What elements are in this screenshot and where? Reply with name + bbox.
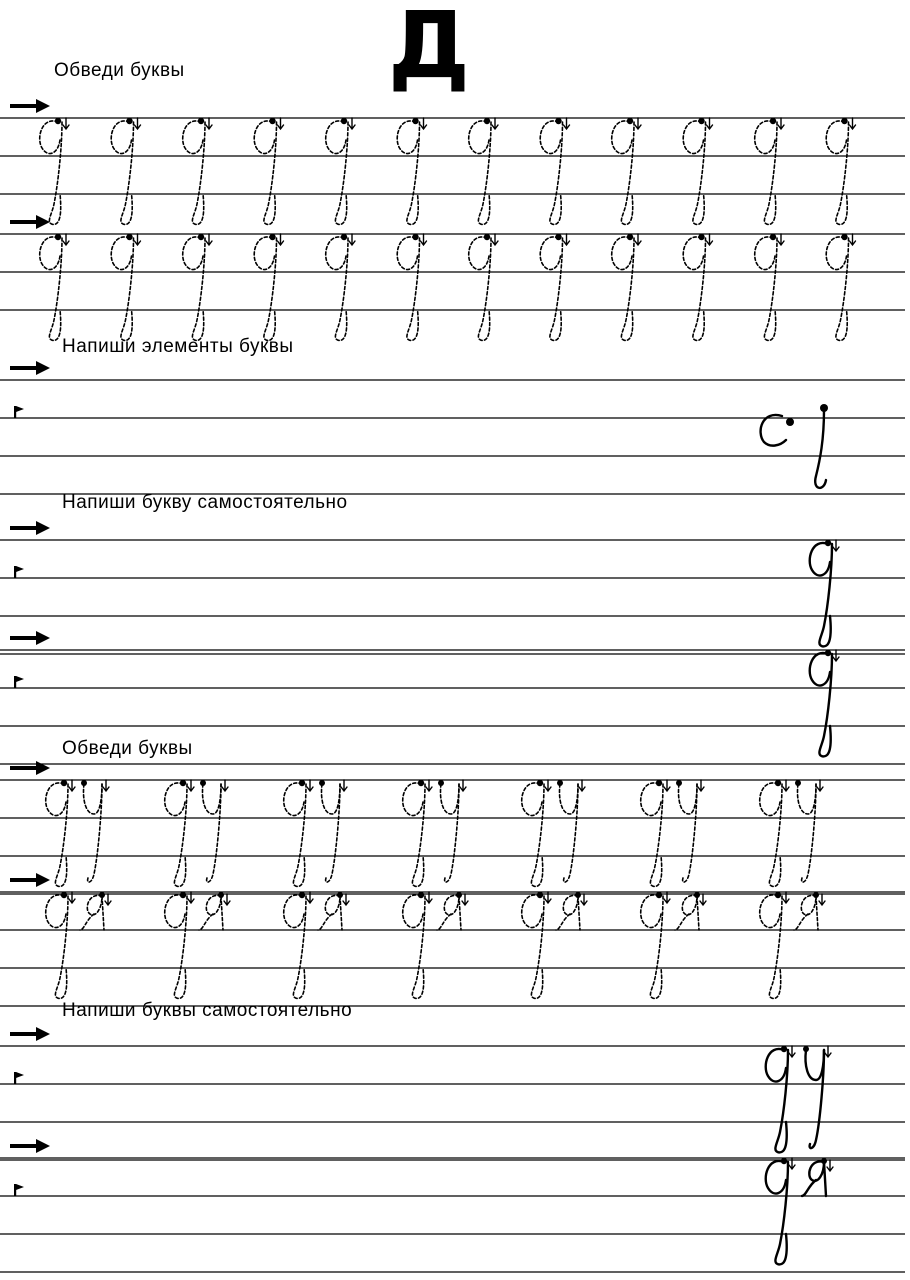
start-arrow-icon: [10, 361, 50, 375]
flag-icon: [14, 566, 24, 578]
heading-write-elements: Напиши элементы буквы: [62, 336, 294, 357]
traced-letter-d: [284, 892, 313, 999]
start-arrow-icon: [10, 521, 50, 535]
traced-letter-d: [612, 234, 641, 341]
heading-trace-letters: Обведи буквы: [54, 60, 185, 81]
traced-letter-d: [522, 892, 551, 999]
start-arrow-icon: [10, 99, 50, 113]
heading-write-letters: Напиши буквы самостоятельно: [62, 1000, 353, 1021]
traced-letter-d: [183, 234, 212, 341]
traced-letter-d: [469, 234, 498, 341]
page-title-letter: Д: [388, 0, 470, 99]
heading-write-letter: Напиши букву самостоятельно: [62, 492, 348, 513]
traced-letter-d: [755, 234, 784, 341]
traced-letter-d: [760, 892, 789, 999]
traced-letter-d: [40, 234, 69, 341]
writing-row[interactable]: [0, 622, 910, 752]
traced-letter-ya: [199, 892, 230, 930]
traced-letter-ya: [318, 892, 349, 930]
heading-trace-letters-2: Обведи буквы: [62, 738, 193, 759]
traced-letter-d: [254, 234, 283, 341]
traced-letter-d: [165, 892, 194, 999]
traced-letter-ya: [437, 892, 468, 930]
traced-letter-d: [403, 892, 432, 999]
start-arrow-icon: [10, 215, 50, 229]
writing-row[interactable]: [0, 1136, 910, 1276]
traced-letter-d: [641, 892, 670, 999]
flag-icon: [14, 1072, 24, 1084]
sample-element-j: [815, 404, 828, 488]
start-arrow-icon: [10, 761, 50, 775]
traced-letter-ya: [794, 892, 825, 930]
traced-letter-d: [111, 234, 140, 341]
traced-letter-d: [397, 234, 426, 341]
traced-letter-ya: [675, 892, 706, 930]
sample-letter-ya: [802, 1158, 833, 1196]
sample-letter-u: [803, 1046, 831, 1148]
start-arrow-icon: [10, 631, 50, 645]
traced-letter-d: [540, 234, 569, 341]
start-arrow-icon: [10, 1139, 50, 1153]
tracing-row[interactable]: [0, 866, 910, 996]
flag-icon: [14, 676, 24, 688]
traced-letter-d: [826, 234, 855, 341]
tracing-row[interactable]: [0, 86, 910, 216]
start-arrow-icon: [10, 1027, 50, 1041]
start-arrow-icon: [10, 873, 50, 887]
sample-letter-d: [766, 1158, 795, 1265]
traced-letter-d: [683, 234, 712, 341]
writing-row[interactable]: [0, 1024, 910, 1154]
traced-letter-d: [46, 892, 75, 999]
flag-icon: [14, 406, 24, 418]
traced-letter-ya: [556, 892, 587, 930]
flag-icon: [14, 1184, 24, 1196]
writing-row[interactable]: [0, 356, 910, 486]
traced-letter-d: [326, 234, 355, 341]
tracing-row[interactable]: [0, 202, 910, 332]
sample-letter-d: [810, 650, 839, 757]
tracing-row[interactable]: [0, 754, 910, 884]
sample-element-c: [761, 415, 794, 446]
traced-letter-ya: [80, 892, 111, 930]
